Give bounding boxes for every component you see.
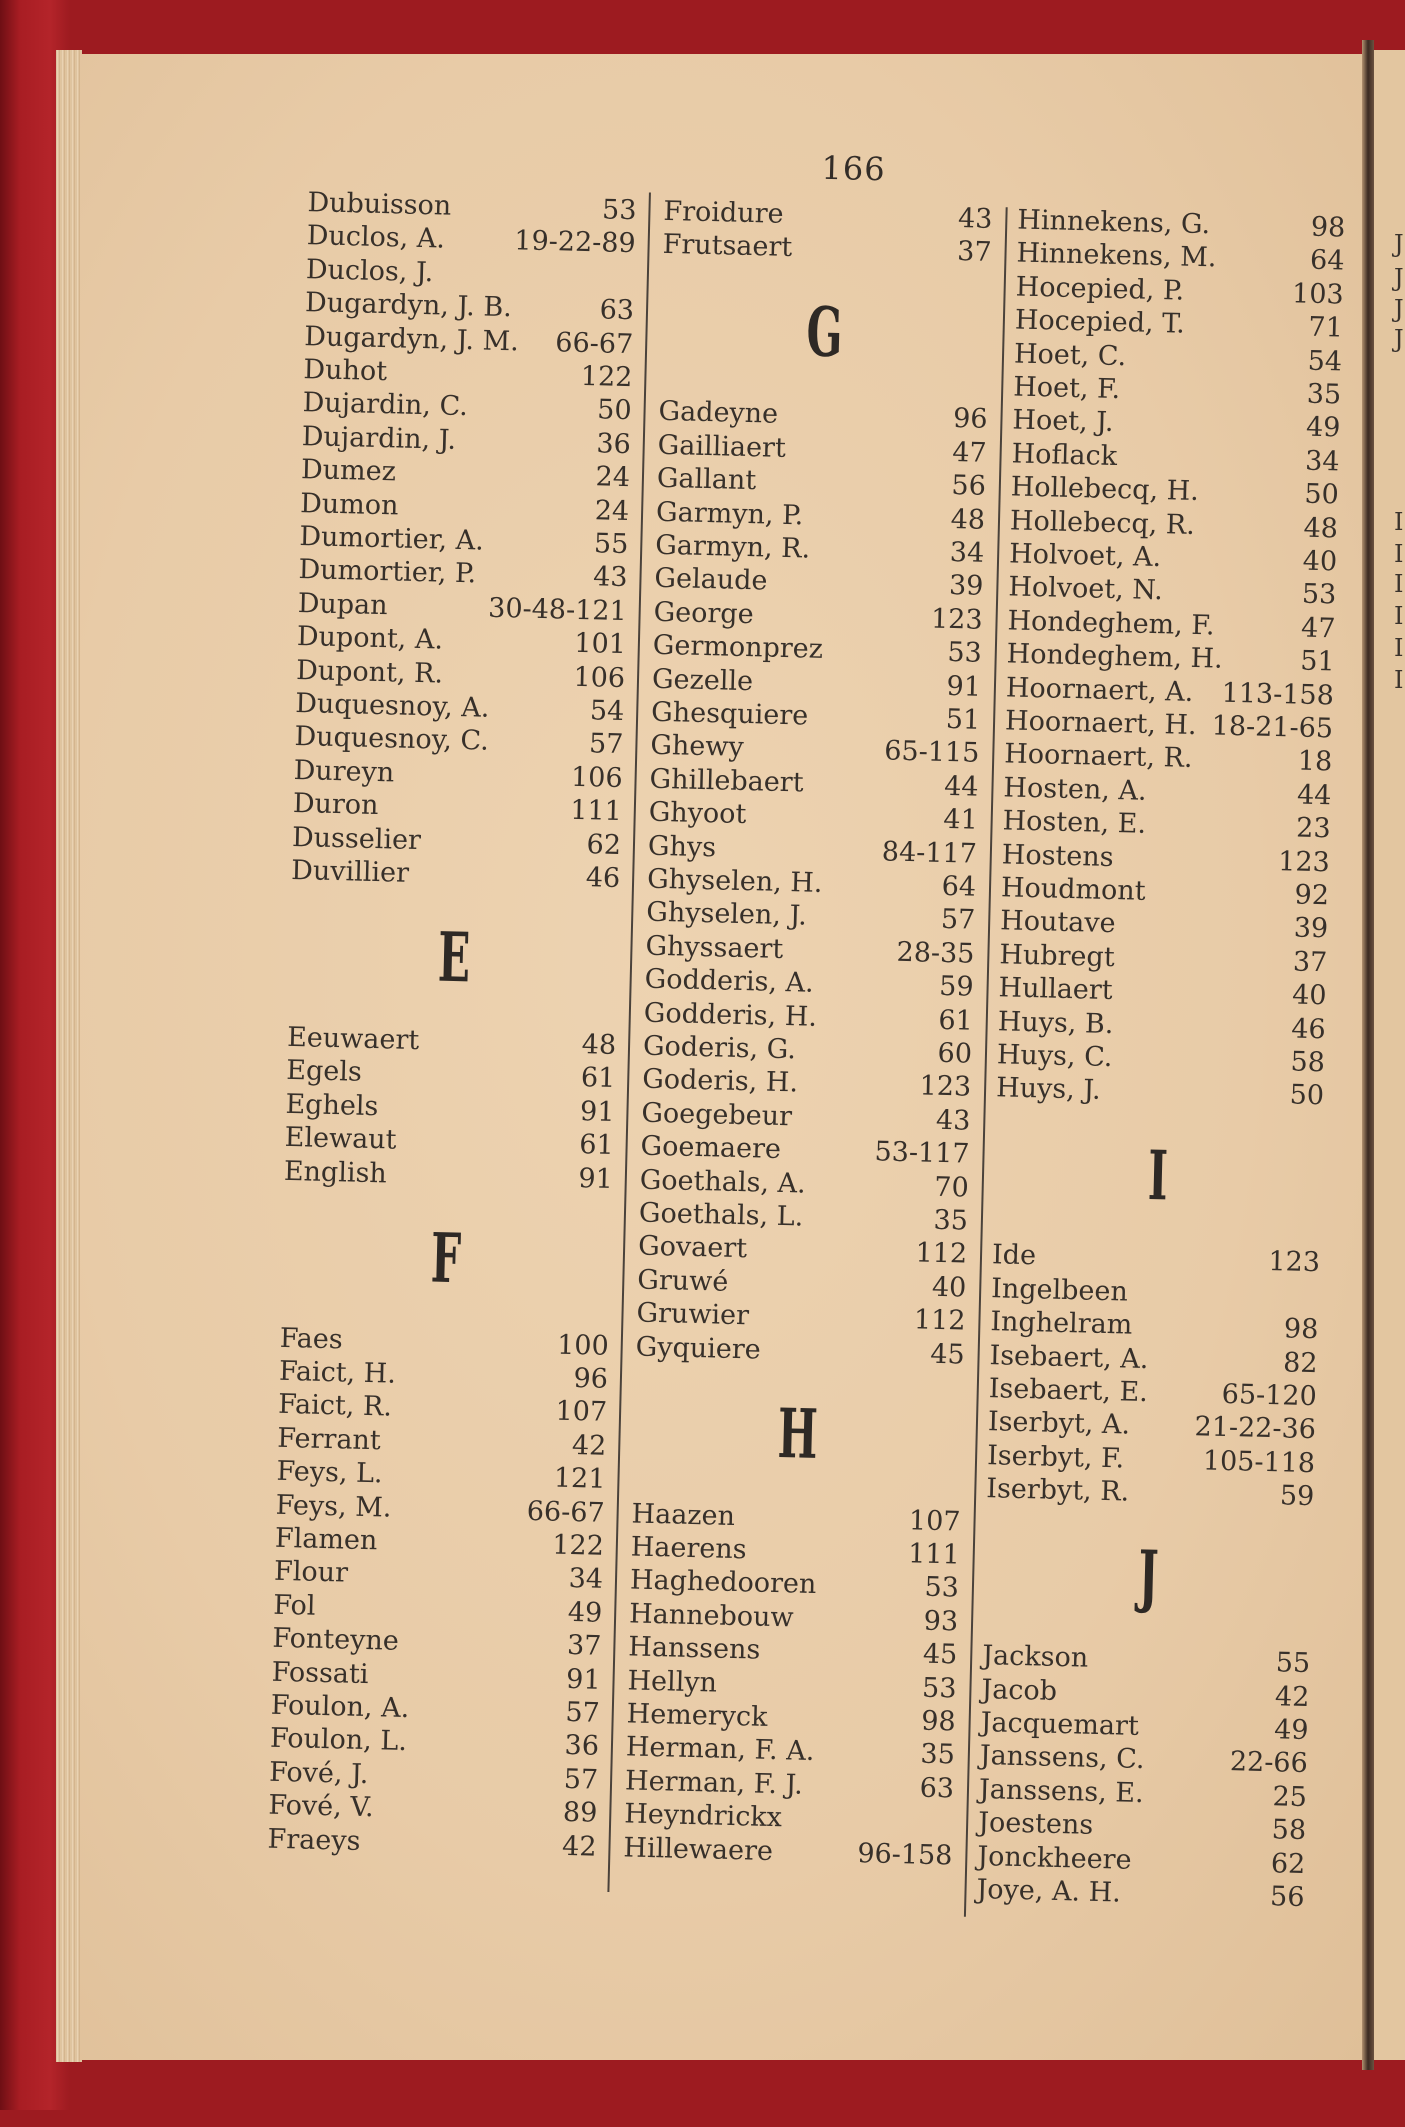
entry-pages: 53 — [601, 194, 637, 227]
entry-pages: 35 — [933, 1204, 969, 1237]
entry-name: Eghels — [285, 1088, 379, 1122]
entry-pages: 103 — [1291, 278, 1345, 311]
entry-name: Hellyn — [627, 1665, 718, 1699]
section-letter-text: I — [1147, 1135, 1169, 1217]
entry-pages: 37 — [566, 1630, 602, 1662]
entry-pages: 53 — [1301, 578, 1337, 611]
entry-pages: 107 — [908, 1504, 961, 1538]
next-page-letter-fragment: I — [1394, 602, 1404, 630]
entry-name: Herman, F. A. — [625, 1731, 815, 1768]
entry-pages: 57 — [565, 1696, 601, 1729]
entry-name: Dupont, A. — [296, 621, 444, 656]
entry-pages: 55 — [593, 528, 629, 561]
entry-pages: 47 — [951, 436, 988, 469]
entry-name: Egels — [285, 1055, 363, 1089]
entry-name: Fraeys — [267, 1823, 361, 1857]
entry-name: Goderis, H. — [641, 1063, 799, 1099]
entry-name: Dujardin, J. — [301, 420, 457, 456]
entry-name: Garmyn, R. — [654, 529, 811, 565]
entry-name: Janssens, C. — [979, 1740, 1145, 1776]
entry-pages: 37 — [1292, 946, 1328, 979]
index-entry — [986, 1472, 1315, 1513]
entry-name: Hoornaert, A. — [1005, 671, 1194, 708]
entry-pages: 53 — [924, 1572, 960, 1604]
entry-name: Godderis, A. — [644, 963, 815, 999]
entry-pages: 24 — [595, 461, 631, 494]
entry-name: Ghyoot — [648, 796, 747, 831]
entry-pages: 48 — [1303, 512, 1339, 545]
entry-pages: 98 — [1310, 211, 1346, 244]
section-letter-e — [288, 917, 619, 999]
entry-name: Gelaude — [654, 563, 768, 597]
entry-name: Dumortier, A. — [299, 521, 485, 557]
entry-name: Jackson — [981, 1640, 1089, 1674]
entry-name: Dujardin, C. — [302, 387, 469, 423]
entry-pages: 61 — [938, 1004, 974, 1037]
section-letter-g — [660, 292, 991, 373]
entry-name: Duquesnoy, C. — [294, 721, 490, 758]
entry-pages: 43 — [935, 1104, 971, 1137]
entry-pages: 54 — [1307, 345, 1343, 378]
entry-pages: 107 — [555, 1395, 608, 1429]
entry-pages: 44 — [943, 770, 979, 803]
entry-name: Joye, A. H. — [976, 1874, 1122, 1909]
entry-name: Dureyn — [293, 754, 395, 789]
entry-pages: 56 — [951, 470, 987, 502]
entry-name: Hosten, E. — [1002, 805, 1147, 841]
entry-name: Hollebecq, H. — [1010, 471, 1200, 508]
entry-pages: 28-35 — [896, 936, 975, 970]
entry-pages: 22-66 — [1229, 1746, 1309, 1780]
entry-pages: 101 — [573, 628, 627, 661]
entry-pages: 98 — [1283, 1313, 1319, 1346]
entry-name: Iserbyt, F. — [986, 1439, 1125, 1475]
next-page-letter-fragment: I — [1394, 634, 1404, 662]
entry-pages: 66-67 — [526, 1495, 606, 1529]
entry-name: Govaert — [637, 1230, 748, 1265]
section-letter-h — [633, 1393, 964, 1475]
entry-name: Duclos, J. — [305, 253, 434, 289]
entry-name: Hondeghem, F. — [1007, 605, 1215, 642]
entry-pages: 18-21-65 — [1211, 710, 1334, 745]
entry-name: Foulon, A. — [270, 1689, 410, 1725]
entry-name: Iserbyt, A. — [987, 1406, 1131, 1442]
entry-name: Flour — [273, 1556, 349, 1589]
entry-name: Holvoet, A. — [1008, 538, 1162, 574]
entry-name: Fové, V. — [268, 1789, 375, 1824]
entry-name: Goethals, A. — [639, 1164, 807, 1200]
entry-name: Hocepied, T. — [1014, 304, 1186, 340]
entry-name: Isebaert, E. — [988, 1373, 1149, 1409]
entry-pages: 49 — [567, 1596, 603, 1629]
entry-pages: 91 — [578, 1162, 614, 1195]
entry-pages: 40 — [931, 1271, 967, 1304]
entry-pages: 45 — [929, 1338, 966, 1371]
entry-name: Hinnekens, G. — [1016, 204, 1211, 241]
entry-pages: 54 — [589, 695, 625, 728]
entry-name: Jonckheere — [977, 1840, 1132, 1876]
entry-pages: 44 — [1296, 779, 1332, 812]
entry-pages: 63 — [919, 1772, 955, 1805]
entry-name: Dusselier — [291, 821, 422, 856]
entry-pages: 50 — [596, 394, 632, 427]
entry-name: Feys, L. — [276, 1455, 383, 1490]
entry-name: Holvoet, N. — [1008, 571, 1164, 607]
entry-pages: 36 — [564, 1730, 600, 1763]
entry-pages: 121 — [553, 1462, 606, 1496]
entry-pages: 53-117 — [874, 1136, 970, 1170]
entry-name: Dugardyn, J. M. — [303, 320, 520, 357]
entry-name: Hanssens — [628, 1631, 761, 1666]
entry-pages: 122 — [551, 1529, 605, 1562]
entry-pages: 106 — [570, 761, 623, 794]
entry-pages: 111 — [907, 1538, 961, 1571]
entry-pages: 55 — [1275, 1647, 1311, 1680]
entry-name: Fol — [272, 1589, 316, 1622]
entry-name: Froidure — [663, 195, 784, 230]
entry-pages: 30-48-121 — [487, 592, 628, 627]
entry-pages: 58 — [1290, 1046, 1326, 1079]
entry-name: Ghyselen, H. — [646, 863, 823, 899]
entry-name: Dumortier, P. — [298, 554, 477, 590]
entry-name: Hollebecq, R. — [1009, 505, 1196, 541]
entry-name: Gezelle — [651, 663, 754, 697]
entry-pages: 42 — [1274, 1680, 1310, 1713]
entry-pages: 40 — [1291, 979, 1327, 1012]
entry-name: Dupan — [297, 587, 388, 622]
entry-name: Jacquemart — [980, 1707, 1140, 1742]
entry-pages: 65-115 — [883, 735, 980, 770]
entry-name: Huys, B. — [997, 1005, 1114, 1040]
next-page-letter-fragment: J — [1394, 264, 1404, 292]
entry-name: Dumon — [299, 487, 399, 522]
entry-pages: 34 — [949, 536, 985, 569]
entry-name: Hoornaert, H. — [1004, 705, 1197, 742]
entry-pages: 23 — [1295, 812, 1331, 845]
entry-name: Fossati — [271, 1656, 369, 1690]
entry-pages: 111 — [569, 794, 623, 828]
entry-pages: 42 — [561, 1830, 597, 1863]
entry-pages: 112 — [915, 1237, 968, 1270]
entry-pages: 59 — [1279, 1480, 1315, 1513]
entry-name: Gadeyne — [658, 396, 779, 431]
entry-name: Fové, J. — [268, 1756, 369, 1790]
entry-pages: 63 — [599, 294, 635, 327]
entry-pages: 65-120 — [1221, 1378, 1318, 1413]
entry-name: George — [653, 596, 755, 630]
entry-name: Ghillebaert — [649, 763, 804, 799]
entry-name: Elewaut — [284, 1122, 397, 1156]
entry-pages: 62 — [1270, 1847, 1306, 1880]
entry-name: Hinnekens, M. — [1016, 237, 1217, 274]
entry-name: Ghesquiere — [650, 696, 809, 732]
entry-name: Foulon, L. — [269, 1723, 408, 1758]
section-letter-text: H — [777, 1393, 820, 1475]
entry-name: Hoflack — [1011, 438, 1118, 472]
entry-pages: 91 — [579, 1095, 615, 1128]
entry-name: Duvillier — [290, 854, 410, 889]
entry-pages: 93 — [923, 1605, 959, 1638]
entry-name: Hostens — [1001, 838, 1114, 873]
entry-name: Eeuwaert — [286, 1021, 420, 1057]
entry-name: Hosten, A. — [1003, 772, 1147, 807]
entry-name: Dubuisson — [307, 187, 452, 222]
entry-pages: 49 — [1305, 412, 1341, 444]
entry-name: Iserbyt, R. — [985, 1473, 1130, 1508]
section-letter-j — [983, 1536, 1313, 1617]
next-page-letter-fragment: J — [1394, 295, 1404, 323]
entry-name: Houdmont — [1000, 872, 1146, 907]
entry-pages: 89 — [562, 1797, 598, 1829]
next-page-letter-fragment: I — [1394, 508, 1404, 536]
entry-name: Frutsaert — [662, 229, 793, 264]
entry-pages: 39 — [948, 570, 984, 603]
entry-pages: 98 — [920, 1705, 957, 1738]
entry-name: Joestens — [977, 1807, 1094, 1842]
entry-pages: 123 — [1268, 1246, 1321, 1279]
entry-name: Haerens — [630, 1531, 747, 1566]
entry-name: Ingelbeen — [990, 1272, 1129, 1308]
entry-pages: 61 — [580, 1062, 616, 1095]
section-letter-i — [993, 1135, 1323, 1217]
entry-name: Duron — [292, 788, 379, 822]
entry-name: Flamen — [274, 1522, 378, 1557]
entry-pages: 70 — [933, 1171, 970, 1204]
entry-pages: 122 — [580, 360, 633, 394]
section-letter-text: E — [436, 917, 471, 999]
entry-name: Hannebouw — [628, 1598, 794, 1634]
entry-name: Inghelram — [990, 1306, 1133, 1341]
entry-pages: 53 — [947, 637, 983, 669]
entry-name: Houtave — [999, 905, 1116, 940]
index-entry — [291, 854, 621, 895]
index-entry — [635, 1330, 965, 1371]
entry-name: Fonteyne — [272, 1622, 400, 1658]
entry-pages: 123 — [1277, 845, 1331, 878]
entry-pages: 46 — [1290, 1013, 1327, 1045]
entry-name: Gailliaert — [657, 429, 787, 464]
entry-pages: 51 — [945, 703, 981, 736]
entry-name: Hubregt — [999, 939, 1116, 973]
entry-pages: 61 — [578, 1129, 615, 1162]
entry-pages: 48 — [581, 1029, 617, 1061]
entry-name: Ghyssaert — [645, 930, 784, 965]
entry-pages: 37 — [956, 236, 992, 269]
entry-pages: 36 — [596, 428, 632, 460]
entry-name: Ghyselen, J. — [645, 897, 808, 932]
index-entry — [996, 1072, 1325, 1113]
next-page-letter-fragment: I — [1394, 666, 1404, 694]
entry-name: Gruwé — [636, 1264, 729, 1298]
entry-name: Ghys — [647, 830, 717, 863]
entry-name: Hoet, F. — [1012, 371, 1121, 406]
entry-pages: 106 — [573, 661, 626, 694]
entry-pages: 91 — [946, 670, 982, 703]
entry-name: Herman, F. J. — [624, 1765, 804, 1801]
index-entry — [284, 1154, 614, 1195]
entry-pages: 66-67 — [555, 326, 634, 360]
index-entry — [662, 228, 992, 269]
entry-name: Janssens, E. — [978, 1773, 1145, 1809]
index-entry — [623, 1831, 953, 1872]
section-letter-text: G — [806, 292, 845, 373]
entry-name: Gyquiere — [635, 1331, 762, 1366]
entry-pages: 57 — [588, 728, 624, 761]
entry-name: Heyndrickx — [623, 1798, 783, 1834]
entry-name: Jacob — [981, 1673, 1058, 1707]
entry-name: Ferrant — [277, 1422, 382, 1457]
entry-pages: 51 — [1299, 645, 1336, 678]
entry-pages: 49 — [1273, 1714, 1309, 1747]
entry-pages: 25 — [1272, 1781, 1308, 1813]
entry-name: Haazen — [631, 1498, 736, 1532]
entry-pages: 19-22-89 — [514, 225, 637, 260]
entry-pages: 84-117 — [881, 835, 978, 870]
entry-name: Hondeghem, H. — [1006, 638, 1224, 675]
next-page-letter-fragment: J — [1394, 230, 1404, 258]
entry-pages: 96 — [952, 403, 988, 436]
entry-name: Gallant — [656, 462, 757, 497]
entry-pages: 43 — [592, 561, 628, 594]
entry-pages: 96-158 — [857, 1837, 953, 1871]
entry-pages: 42 — [571, 1429, 607, 1462]
entry-name: English — [283, 1155, 388, 1189]
next-page-letter-fragment: I — [1394, 540, 1404, 568]
entry-pages: 39 — [1293, 912, 1329, 945]
entry-pages: 57 — [563, 1763, 599, 1796]
entry-name: Haghedooren — [629, 1564, 817, 1601]
entry-pages: 100 — [556, 1329, 610, 1362]
entry-name: Dumez — [300, 454, 397, 488]
entry-pages: 60 — [937, 1037, 973, 1070]
entry-pages: 71 — [1308, 311, 1344, 344]
entry-name: Goethals, L. — [638, 1197, 804, 1233]
entry-pages: 62 — [586, 828, 622, 861]
entry-pages: 41 — [942, 804, 979, 836]
entry-pages: 40 — [1302, 545, 1338, 578]
entry-name: Hoet, J. — [1012, 404, 1114, 439]
entry-name: Ide — [991, 1239, 1037, 1272]
entry-name: Duclos, A. — [306, 220, 446, 255]
entry-pages: 57 — [940, 904, 976, 937]
entry-name: Godderis, H. — [643, 997, 818, 1033]
entry-pages: 123 — [919, 1070, 972, 1104]
entry-name: Ghewy — [650, 730, 745, 764]
entry-name: Faict, R. — [277, 1389, 393, 1423]
entry-pages: 56 — [1269, 1881, 1305, 1914]
next-page-letter-fragment: I — [1394, 570, 1404, 598]
index-entry — [267, 1822, 597, 1863]
entry-pages: 59 — [938, 971, 974, 1003]
next-page-letter-fragment: J — [1394, 325, 1404, 353]
index-entry — [976, 1873, 1305, 1914]
entry-name: Huys, J. — [995, 1072, 1102, 1107]
section-letter-f — [281, 1218, 612, 1300]
entry-pages: 45 — [922, 1638, 958, 1671]
entry-pages: 53 — [921, 1672, 957, 1705]
entry-pages: 24 — [594, 494, 630, 527]
entry-name: Germonprez — [652, 629, 824, 666]
entry-pages: 34 — [1304, 445, 1340, 478]
entry-name: Dupont, R. — [295, 654, 444, 690]
entry-name: Duquesnoy, A. — [294, 688, 490, 724]
entry-pages: 50 — [1289, 1079, 1325, 1112]
entry-name: Feys, M. — [275, 1489, 392, 1524]
entry-pages: 48 — [950, 503, 986, 536]
entry-name: Hocepied, P. — [1015, 271, 1185, 307]
entry-pages: 47 — [1300, 612, 1336, 645]
entry-name: Isebaert, A. — [989, 1339, 1149, 1375]
entry-pages: 46 — [585, 862, 621, 894]
entry-name: Hullaert — [998, 972, 1113, 1007]
entry-name: Garmyn, P. — [655, 496, 804, 531]
entry-name: Dugardyn, J. B. — [304, 287, 513, 324]
entry-pages: 105-118 — [1202, 1445, 1316, 1479]
entry-name: Gruwier — [636, 1297, 750, 1332]
entry-pages: 91 — [565, 1663, 601, 1696]
entry-name: Goemaere — [640, 1130, 782, 1166]
entry-pages: 50 — [1304, 478, 1340, 511]
entry-pages: 21-22-36 — [1194, 1411, 1317, 1446]
entry-pages: 96 — [573, 1363, 609, 1395]
entry-name: Faes — [279, 1322, 344, 1355]
entry-name: Faict, H. — [278, 1355, 397, 1390]
entry-name: Goegebeur — [641, 1097, 793, 1133]
entry-pages: 64 — [1309, 245, 1345, 277]
entry-pages: 82 — [1282, 1346, 1318, 1379]
entry-name: Hoornaert, R. — [1003, 738, 1193, 775]
entry-name: Hoet, C. — [1013, 338, 1127, 372]
page-number: 166 — [821, 148, 887, 189]
entry-pages: 112 — [913, 1304, 966, 1337]
entry-name: Huys, C. — [996, 1039, 1113, 1074]
entry-pages: 35 — [1306, 378, 1342, 411]
section-letter-text: J — [1137, 1536, 1160, 1617]
entry-name: Goderis, G. — [642, 1030, 797, 1066]
entry-name: Hillewaere — [623, 1831, 774, 1867]
entry-pages: 43 — [957, 203, 993, 235]
entry-pages: 113-158 — [1221, 677, 1335, 711]
entry-pages: 34 — [568, 1563, 604, 1596]
entry-pages: 64 — [941, 870, 977, 903]
entry-pages: 35 — [920, 1738, 956, 1771]
entry-pages: 123 — [930, 603, 983, 636]
entry-pages: 92 — [1294, 879, 1330, 912]
entry-pages: 58 — [1271, 1814, 1307, 1847]
entry-name: Duhot — [303, 354, 388, 388]
entry-pages: 18 — [1297, 745, 1333, 778]
section-letter-text: F — [430, 1218, 463, 1300]
entry-name: Hemeryck — [626, 1698, 768, 1733]
